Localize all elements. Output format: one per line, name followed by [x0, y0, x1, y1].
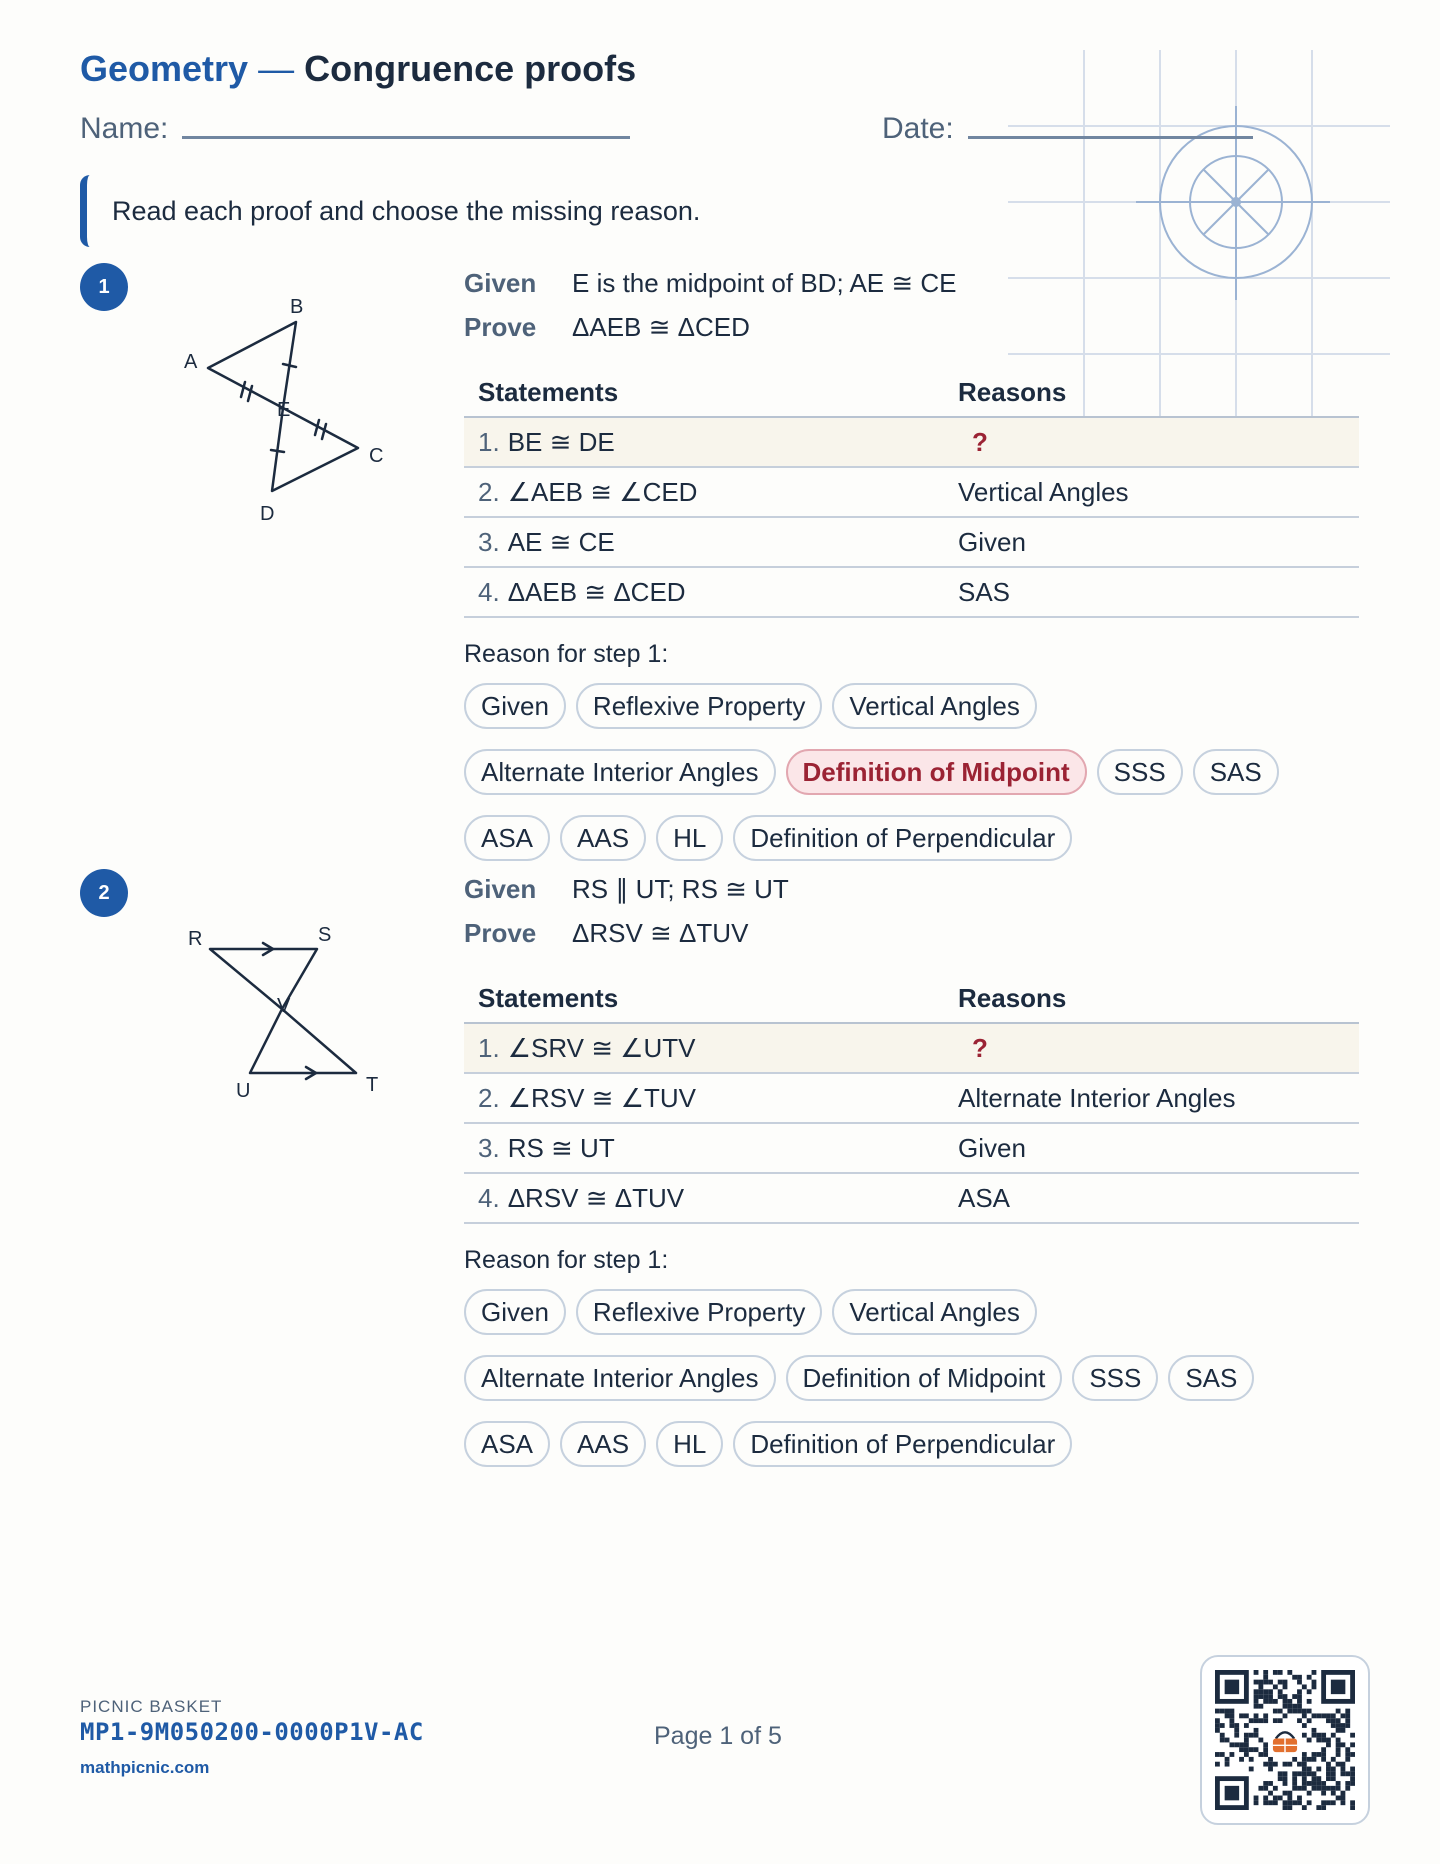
statements-header: Statements — [464, 975, 958, 1023]
label-v: V — [277, 995, 291, 1017]
reason: Given — [958, 517, 1359, 567]
reason: Given — [958, 1123, 1359, 1173]
footer-site-link[interactable]: mathpicnic.com — [80, 1758, 210, 1777]
qr-code[interactable] — [1200, 1655, 1370, 1825]
step-number: 3. — [478, 526, 500, 557]
choice-chip[interactable]: AAS — [560, 1421, 646, 1467]
missing-reason: ? — [972, 1032, 988, 1063]
choice-chip[interactable]: AAS — [560, 815, 646, 861]
choice-list — [464, 683, 1364, 861]
given-label: Given — [464, 873, 537, 904]
choice-chip[interactable]: Alternate Interior Angles — [464, 1355, 776, 1401]
prove-row — [464, 305, 1359, 349]
table-row — [464, 1073, 1359, 1123]
step-number: 1. — [478, 426, 500, 457]
label-b: B — [290, 296, 304, 318]
choice-chip[interactable]: Vertical Angles — [832, 683, 1037, 729]
given-row — [464, 867, 1359, 911]
step-number: 4. — [478, 1182, 500, 1213]
title-subject: Geometry — [80, 48, 249, 89]
statements-header: Statements — [464, 369, 958, 417]
statement: AE ≅ CE — [507, 526, 615, 557]
step-number: 2. — [478, 1082, 500, 1113]
choice-chip[interactable]: SAS — [1193, 749, 1279, 795]
given-label: Given — [464, 267, 537, 298]
missing-reason: ? — [972, 426, 988, 457]
instructions — [80, 175, 780, 247]
prove-text: ΔRSV ≅ ΔTUV — [572, 917, 749, 948]
name-line[interactable] — [182, 136, 630, 139]
choice-chip[interactable]: HL — [656, 1421, 723, 1467]
title-separator: — — [258, 48, 295, 89]
page-title — [80, 48, 636, 90]
name-label: Name: — [80, 112, 169, 145]
statement: ∠AEB ≅ ∠CED — [507, 476, 698, 507]
step-number: 3. — [478, 1132, 500, 1163]
label-t: T — [366, 1074, 379, 1096]
triangle-figure-2 — [170, 905, 410, 1105]
step-number: 1. — [478, 1032, 500, 1063]
proof-table — [464, 369, 1359, 618]
choice-chip[interactable]: ASA — [464, 815, 550, 861]
label-a: A — [184, 351, 198, 373]
step-number: 2. — [478, 476, 500, 507]
choice-chip[interactable]: Definition of Midpoint — [786, 1355, 1063, 1401]
given-text: RS ∥ UT; RS ≅ UT — [572, 873, 789, 904]
page-number: Page 1 of 5 — [654, 1722, 782, 1750]
label-s: S — [318, 924, 332, 946]
footer-brand: PICNIC BASKET — [80, 1697, 223, 1716]
choice-chip[interactable]: Definition of Perpendicular — [733, 815, 1072, 861]
choice-chip[interactable]: Definition of Perpendicular — [733, 1421, 1072, 1467]
choice-chip[interactable]: SSS — [1072, 1355, 1158, 1401]
choice-list — [464, 1289, 1364, 1467]
table-row — [464, 517, 1359, 567]
triangle-figure-1 — [170, 290, 410, 530]
table-row — [464, 1173, 1359, 1223]
step-number: 4. — [478, 576, 500, 607]
prove-text: ΔAEB ≅ ΔCED — [572, 311, 750, 342]
label-r: R — [188, 928, 203, 950]
choice-chip[interactable]: HL — [656, 815, 723, 861]
choice-chip[interactable]: Reflexive Property — [576, 683, 822, 729]
table-row — [464, 1123, 1359, 1173]
choice-chip[interactable]: SAS — [1168, 1355, 1254, 1401]
statement: ∠RSV ≅ ∠TUV — [507, 1082, 696, 1113]
date-label: Date: — [882, 112, 954, 145]
problem-number-badge: 1 — [80, 263, 128, 311]
problem-number-badge: 2 — [80, 869, 128, 917]
statement: BE ≅ DE — [507, 426, 615, 457]
statement: ΔRSV ≅ ΔTUV — [507, 1182, 685, 1213]
choice-chip[interactable]: Reflexive Property — [576, 1289, 822, 1335]
worksheet-code: MP1-9M050200-0000P1V-AC — [80, 1718, 424, 1746]
prove-row — [464, 911, 1359, 955]
label-e: E — [277, 399, 291, 421]
choice-chip[interactable]: Alternate Interior Angles — [464, 749, 776, 795]
table-row — [464, 567, 1359, 617]
reason: Alternate Interior Angles — [958, 1073, 1359, 1123]
choice-chip[interactable]: Given — [464, 683, 566, 729]
table-row — [464, 467, 1359, 517]
label-d: D — [260, 503, 275, 525]
table-row — [464, 417, 1359, 467]
choice-chip-selected[interactable]: Definition of Midpoint — [786, 749, 1087, 795]
reason: ASA — [958, 1173, 1359, 1223]
choice-chip[interactable]: SSS — [1097, 749, 1183, 795]
choice-chip[interactable]: ASA — [464, 1421, 550, 1467]
statement: ΔAEB ≅ ΔCED — [507, 576, 686, 607]
choice-chip[interactable]: Vertical Angles — [832, 1289, 1037, 1335]
problem-2 — [464, 867, 1359, 1467]
statement: ∠SRV ≅ ∠UTV — [507, 1032, 696, 1063]
label-c: C — [369, 445, 384, 467]
reason: SAS — [958, 567, 1359, 617]
choice-prompt: Reason for step 1: — [464, 640, 669, 668]
proof-table — [464, 975, 1359, 1224]
reasons-header: Reasons — [958, 369, 1359, 417]
given-row — [464, 261, 1359, 305]
choice-prompt: Reason for step 1: — [464, 1246, 669, 1274]
title-topic: Congruence proofs — [304, 48, 637, 89]
choice-chip[interactable]: Given — [464, 1289, 566, 1335]
date-line[interactable] — [968, 136, 1253, 139]
statement: RS ≅ UT — [507, 1132, 615, 1163]
reason: Vertical Angles — [958, 467, 1359, 517]
instructions-text: Read each proof and choose the missing reason. — [112, 195, 701, 226]
label-u: U — [236, 1080, 251, 1102]
reasons-header: Reasons — [958, 975, 1359, 1023]
problem-1 — [464, 261, 1359, 861]
prove-label: Prove — [464, 917, 537, 948]
prove-label: Prove — [464, 311, 537, 342]
given-text: E is the midpoint of BD; AE ≅ CE — [572, 267, 957, 298]
table-row — [464, 1023, 1359, 1073]
qr-code-icon — [1215, 1670, 1355, 1810]
